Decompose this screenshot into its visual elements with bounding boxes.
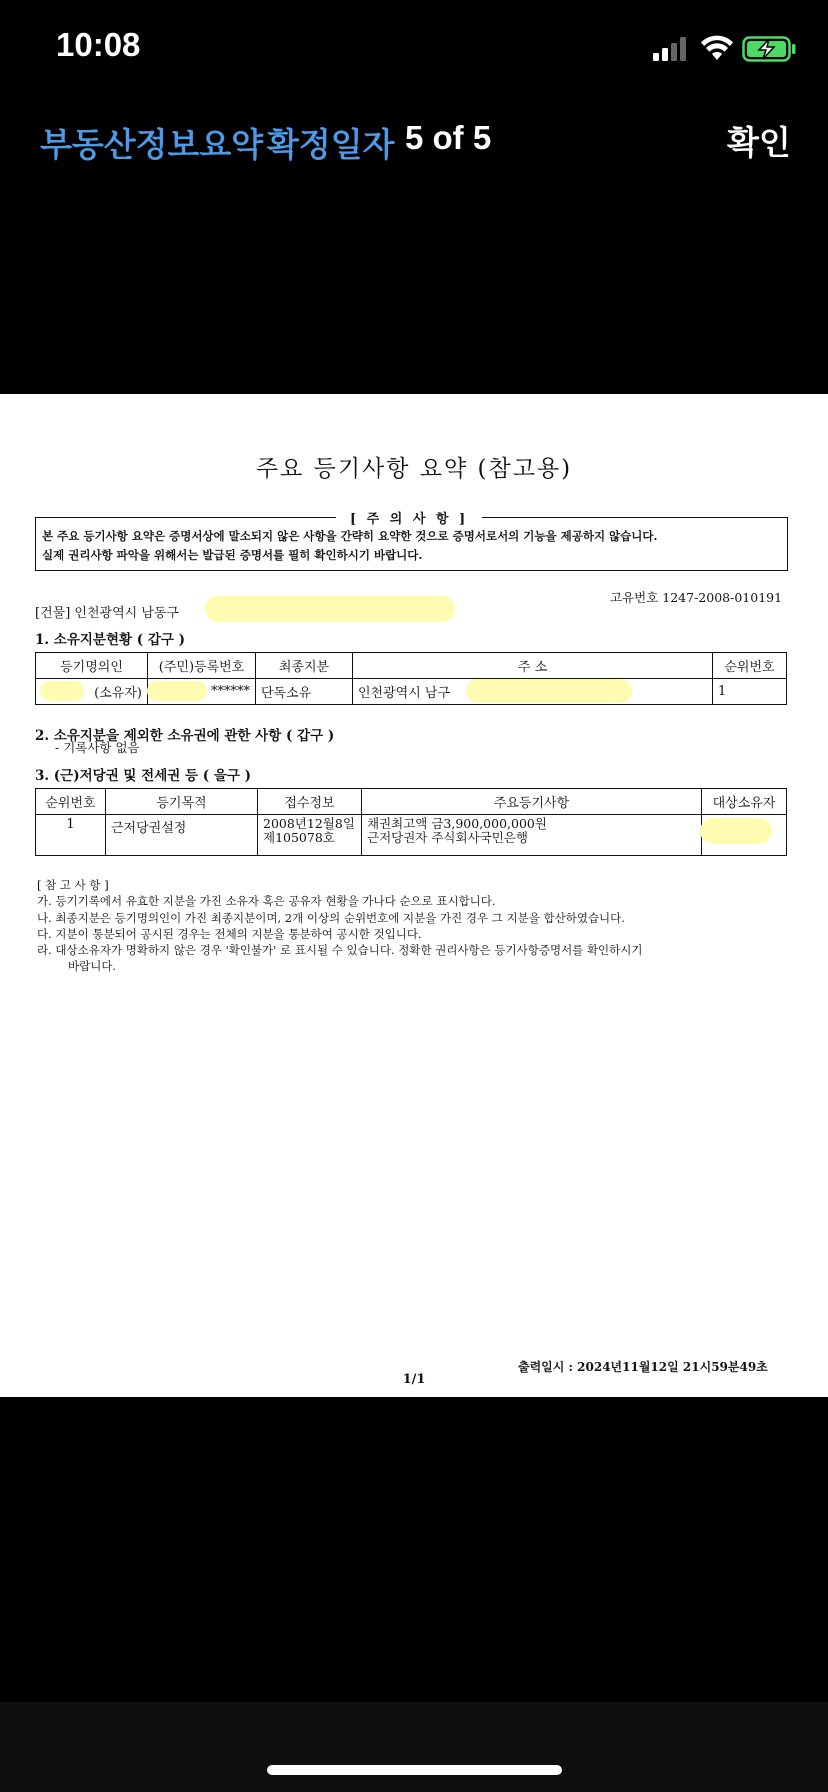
address-cell: 인천광역시 남구 [353,679,713,705]
receipt-date: 2008년12월8일 [263,816,355,831]
section-1-heading: 1. 소유지분현황 ( 갑구 ) [35,632,185,648]
table-header: 순위번호 [713,653,787,679]
confirm-button[interactable]: 확인 [727,123,791,162]
document-title: 주요 등기사항 요약 (참고용) [255,456,573,482]
table-header: 주요등기사항 [362,789,702,815]
cellular-signal-icon [652,36,692,62]
section-2-note: - 기록사항 없음 [55,740,140,755]
ownership-table [35,652,787,705]
page-counter: 5 of 5 [405,119,492,156]
note-item: 라. 대상소유자가 명확하지 않은 경우 '확인불가' 로 표시될 수 있습니다. 정확한 권리사항은 등기사항증명서를 확인하시기 [37,943,643,958]
notes-header: [ 참 고 사 항 ] [37,878,109,892]
table-header: 대상소유자 [702,789,787,815]
table-header: 등기명의인 [36,653,148,679]
status-time: 10:08 [56,26,141,63]
rank-cell: 1 [713,679,787,705]
redaction-mark [40,681,84,701]
table-header: 최종지분 [256,653,353,679]
section-2-heading: 2. 소유지분을 제외한 소유권에 관한 사항 ( 갑구 ) [35,728,335,744]
home-indicator[interactable] [267,1765,562,1775]
building-address: [건물] 인천광역시 남동구 [35,606,179,621]
wifi-icon [700,34,734,62]
max-claim: 채권최고액 금3,900,000,000원 [367,816,547,831]
table-header: (주민)등록번호 [148,653,256,679]
reference-notes [37,877,643,975]
section-3-heading: 3. (근)저당권 및 전세권 등 ( 을구 ) [35,768,251,784]
owner-role: (소유자) [94,686,142,701]
note-item: 가. 등기기록에서 유효한 지분을 가진 소유자 혹은 공유자 현황을 가나다 순으로 표시합니다. [37,894,496,909]
redaction-mark [700,818,772,844]
bottom-toolbar-area [0,1702,828,1792]
share-cell: 단독소유 [256,679,353,705]
notice-line-1: 본 주요 등기사항 요약은 증명서상에 말소되지 않은 사항을 간략히 요약한 것으로 증명서로서의 기능을 제공하지 않습니다. [42,529,658,543]
rank-cell: 1 [36,815,106,856]
viewer-nav-bar [0,115,828,165]
table-header: 등기목적 [106,789,258,815]
note-item: 나. 최종지분은 등기명의인이 가진 최종지분이며, 2개 이상의 순위번호에 지분을 가진 경우 그 지분을 합산하였습니다. [37,910,625,925]
notice-box [35,512,788,571]
page-number: 1/1 [402,1372,426,1387]
reg-no: ****** [211,684,250,699]
redaction-mark [147,681,207,701]
tab-fixed-date[interactable]: 확정일자 [267,125,395,164]
redaction-mark [205,596,455,622]
notice-header: [ 주 의 사 항 ] [336,508,482,527]
note-item: 바랍니다. [68,959,117,974]
table-header: 순위번호 [36,789,106,815]
status-bar [0,0,828,90]
mortgagee: 근저당권자 주식회사국민은행 [367,830,528,845]
mortgage-table [35,788,787,856]
unique-number: 고유번호 1247-2008-010191 [610,590,783,605]
redaction-mark [466,679,632,703]
receipt-cell [258,815,362,856]
document-page [0,394,828,1397]
battery-charging-icon [742,36,798,62]
table-header: 주 소 [353,653,713,679]
detail-cell [362,815,702,856]
output-timestamp: 출력일시 : 2024년11월12일 21시59분49초 [518,1360,768,1374]
table-header: 접수정보 [258,789,362,815]
tab-property-summary[interactable]: 부동산정보요약 [40,125,264,164]
notice-line-2: 실제 권리사항 파악을 위해서는 발급된 증명서를 필히 확인하시기 바랍니다. [42,548,423,562]
purpose-cell: 근저당권설정 [106,815,258,856]
note-item: 다. 지분이 통분되어 공시된 경우는 전체의 지분을 통분하여 공시한 것입니다. [37,926,422,941]
receipt-no: 제105078호 [263,830,335,845]
